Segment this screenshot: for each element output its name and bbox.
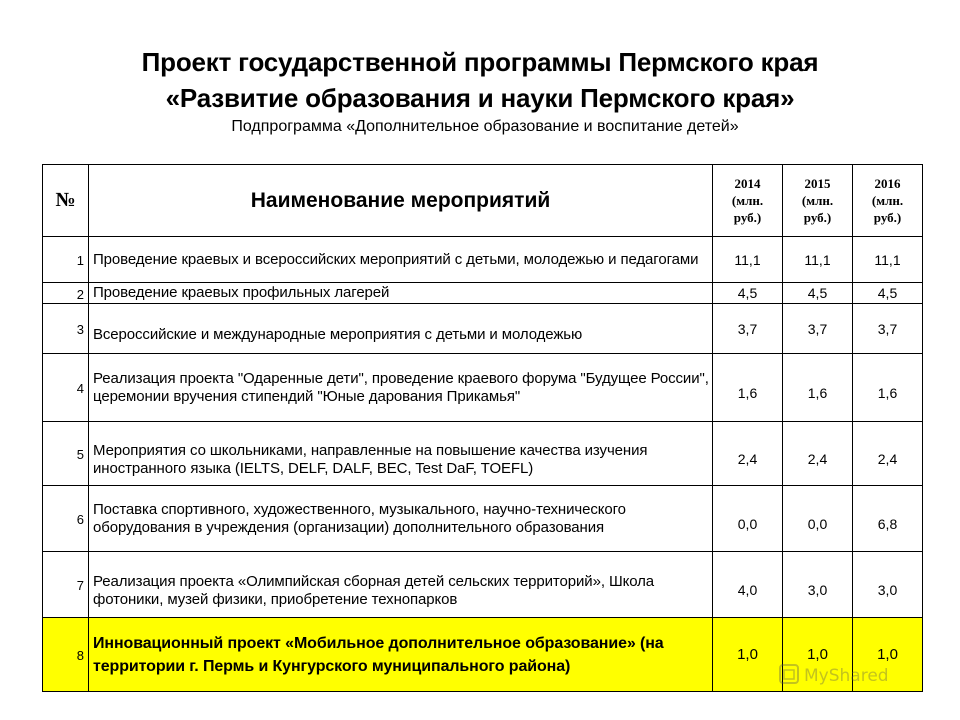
activity-name: Реализация проекта «Олимпийская сборная детей сельских территорий», Школа фотоники, музей физики, приобретение технопарков <box>89 552 713 618</box>
value-2015: 2,4 <box>783 422 853 486</box>
column-header-year: 2016 <box>874 176 901 191</box>
value-2015: 1,0 <box>783 618 853 692</box>
column-header-unit: (млн. <box>801 193 834 208</box>
row-number: 7 <box>43 552 89 618</box>
column-header-2014 <box>713 165 783 237</box>
table-row <box>43 237 923 283</box>
table-row <box>43 486 923 552</box>
value-2016: 1,6 <box>853 354 923 422</box>
page-title-line-2: «Развитие образования и науки Пермского края» <box>165 83 795 113</box>
activity-name: Проведение краевых и всероссийских мероприятий с детьми, молодежью и педагогами <box>89 237 713 283</box>
value-2015: 0,0 <box>783 486 853 552</box>
column-header-unit: (млн. <box>871 193 904 208</box>
value-2016: 3,0 <box>853 552 923 618</box>
row-number: 3 <box>43 304 89 354</box>
row-number: 4 <box>43 354 89 422</box>
activity-name: Всероссийские и международные мероприятия с детьми и молодежью <box>89 304 713 354</box>
activities-table <box>42 164 923 692</box>
page-title-line-1: Проект государственной программы Пермского края <box>141 47 819 77</box>
value-2015: 1,6 <box>783 354 853 422</box>
column-header-unit: (млн. <box>731 193 764 208</box>
table-row <box>43 354 923 422</box>
column-header-num: № <box>43 165 89 237</box>
value-2014: 2,4 <box>713 422 783 486</box>
value-2014: 11,1 <box>713 237 783 283</box>
row-number: 8 <box>43 618 89 692</box>
value-2016: 3,7 <box>853 304 923 354</box>
value-2016: 11,1 <box>853 237 923 283</box>
activity-name: Мероприятия со школьниками, направленные на повышение качества изучения иностранного языка (IELTS, DELF, DALF, BEC, Test DaF, TOEFL) <box>89 422 713 486</box>
table-header-row <box>43 165 923 237</box>
row-number: 6 <box>43 486 89 552</box>
column-header-year: 2015 <box>804 176 831 191</box>
column-header-year: 2014 <box>734 176 761 191</box>
value-2016: 4,5 <box>853 283 923 304</box>
value-2016: 6,8 <box>853 486 923 552</box>
page-subtitle: Подпрограмма «Дополнительное образование и воспитание детей» <box>231 118 739 135</box>
column-header-2016 <box>853 165 923 237</box>
column-header-unit: руб.) <box>803 210 832 225</box>
activity-name: Проведение краевых профильных лагерей <box>89 283 713 304</box>
value-2014: 1,0 <box>713 618 783 692</box>
value-2015: 4,5 <box>783 283 853 304</box>
table-row <box>43 304 923 354</box>
row-number: 2 <box>43 283 89 304</box>
table-row <box>43 422 923 486</box>
value-2016: 1,0 <box>853 618 923 692</box>
value-2014: 3,7 <box>713 304 783 354</box>
value-2016: 2,4 <box>853 422 923 486</box>
column-header-unit: руб.) <box>873 210 902 225</box>
value-2015: 11,1 <box>783 237 853 283</box>
activity-name: Поставка спортивного, художественного, музыкального, научно-технического оборудования в учреждения (организации) дополнительного образования <box>89 486 713 552</box>
svg-text:MyShared: MyShared <box>804 666 889 686</box>
value-2014: 1,6 <box>713 354 783 422</box>
value-2015: 3,7 <box>783 304 853 354</box>
table-row <box>43 552 923 618</box>
table-row <box>43 283 923 304</box>
activity-name: Инновационный проект «Мобильное дополнительное образование» (на территории г. Пермь и Кунгурского муниципального района) <box>89 618 713 692</box>
value-2014: 0,0 <box>713 486 783 552</box>
row-number: 1 <box>43 237 89 283</box>
value-2014: 4,5 <box>713 283 783 304</box>
value-2014: 4,0 <box>713 552 783 618</box>
title-block <box>0 44 960 138</box>
column-header-unit: руб.) <box>733 210 762 225</box>
table-row-highlighted <box>43 618 923 692</box>
column-header-name: Наименование мероприятий <box>89 165 713 237</box>
value-2015: 3,0 <box>783 552 853 618</box>
activity-name: Реализация проекта "Одаренные дети", проведение краевого форума "Будущее России", церемонии вручения стипендий "Юные дарования Прикамья" <box>89 354 713 422</box>
row-number: 5 <box>43 422 89 486</box>
column-header-2015 <box>783 165 853 237</box>
